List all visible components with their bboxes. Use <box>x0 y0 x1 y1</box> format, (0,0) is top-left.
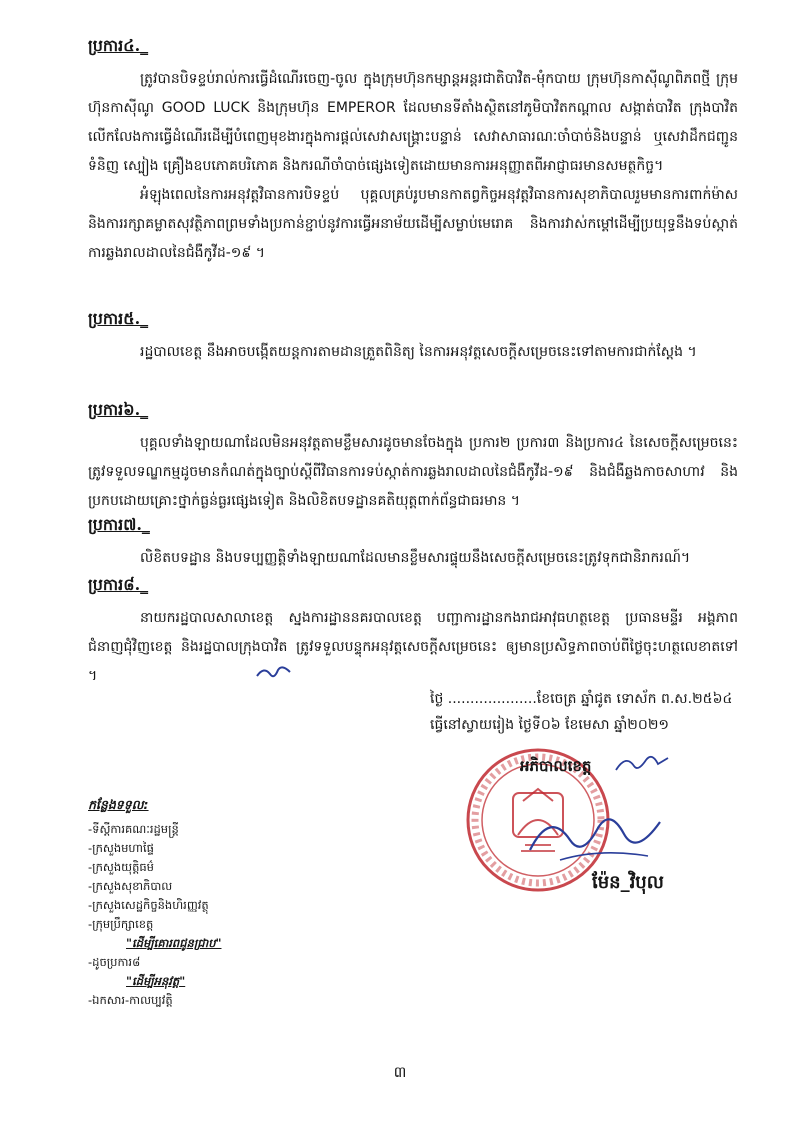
article-7 <box>88 514 738 573</box>
recipients-title: កន្លែងទទួល: <box>88 797 149 812</box>
recipient-item: -ក្រសួងសុខាភិបាល <box>88 879 173 893</box>
article-6-heading: ប្រការ៦._ <box>88 400 149 419</box>
article-7-paragraph-1: លិខិតបទដ្ឋាន និងបទប្បញ្ញត្តិទាំងឡាយណាដែលមានខ្លឹមសារផ្ទុយនឹងសេចក្ដីសម្រេចនេះត្រូវទុកជានិរាករណ៍។ <box>140 550 691 566</box>
recipient-item: -ក្រសួងសេដ្ឋកិច្ចនិងហិរញ្ញវត្ថុ <box>88 898 209 912</box>
article-7-heading: ប្រការ៧._ <box>88 515 150 534</box>
article-8-paragraph-1: នាយករដ្ឋបាលសាលាខេត្ត ស្នងការដ្ឋាននគរបាលខេត្ត បញ្ជាការដ្ឋានកងរាជអាវុធហត្ថខេត្ត ប្រធានមន្ទីរ អង្គភាពជំនាញជុំវិញខេត្ត និងរដ្ឋបាលក្រុងបាវិត ត្រូវទទួលបន្ទុកអនុវត្តសេចក្ដីសម្រេចនេះ ឲ្យមានប្រសិទ្ធភាពចាប់ពីថ្ងៃចុះហត្ថលេខាតទៅ ។ <box>88 610 738 684</box>
article-5-heading: ប្រការ៥._ <box>88 309 149 328</box>
article-8 <box>88 574 738 691</box>
article-8-heading: ប្រការ៨._ <box>88 575 149 594</box>
initial-mark-icon <box>254 662 294 684</box>
recipient-item: -ដូចប្រការ៨ <box>88 955 141 969</box>
recipient-note: "ដើម្បីគោរពជូនជ្រាប" <box>126 936 222 950</box>
date-block <box>430 686 790 738</box>
recipient-note: "ដើម្បីអនុវត្ត" <box>126 974 186 988</box>
governor-signature-icon <box>520 800 670 870</box>
article-4-paragraph-1: ត្រូវបានបិទខ្ទប់រាល់ការធ្វើដំណើរចេញ-ចូល ក្នុងក្រុមហ៊ុនកម្សាន្តអន្តរជាតិបាវិត-មុំកបាយ ក្រុមហ៊ុនកាស៊ីណូពិភពថ្មី ក្រុមហ៊ុនកាស៊ីណូ GOOD LUCK និងក្រុមហ៊ុន EMPEROR ដែលមានទីតាំងស្ថិតនៅភូមិបាវិតកណ្ដាល សង្កាត់បាវិត ក្រុងបាវិត លើកលែងការធ្វើដំណើរដើម្បីបំពេញមុខងារក្នុងការផ្ដល់សេវាសង្គ្រោះបន្ទាន់ សេវាសាធារណៈចាំបាច់និងបន្ទាន់ ឬសេវាដឹកជញ្ជូនទំនិញ ស្បៀង គ្រឿងឧបភោគបរិភោគ និងករណីចាំបាច់ផ្សេងទៀតដោយមានការអនុញ្ញាតពីអាជ្ញាធរមានសមត្ថកិច្ច។ <box>88 71 738 174</box>
article-6-paragraph-1: បុគ្គលទាំងឡាយណាដែលមិនអនុវត្តតាមខ្លឹមសារដូចមានចែងក្នុង ប្រការ២ ប្រការ៣ និងប្រការ៤ នៃសេចក្ដីសម្រេចនេះ ត្រូវទទួលទណ្ឌកម្មដូចមានកំណត់ក្នុងច្បាប់ស្ដីពីវិធានការទប់ស្កាត់ការឆ្លងរាលដាលនៃជំងឺកូវីដ-១៩ និងជំងឺឆ្លងកាចសាហាវ និងប្រកបដោយគ្រោះថ្នាក់ធ្ងន់ធ្ងរផ្សេងទៀត និងលិខិតបទដ្ឋានគតិយុត្តពាក់ព័ន្ធជាធរមាន ។ <box>88 435 738 509</box>
article-4-heading: ប្រការ៤._ <box>88 36 149 55</box>
article-4 <box>88 35 738 268</box>
recipient-item: -ក្រុមប្រឹក្សាខេត្ត <box>88 917 154 931</box>
place-date-line: ធ្វើនៅស្វាយរៀង ថ្ងៃទី០៦ ខែមេសា ឆ្នាំ២០២១ <box>430 717 670 733</box>
signature-flourish-icon <box>612 748 672 778</box>
recipient-item: -ក្រសួងមហាផ្ទៃ <box>88 841 154 855</box>
article-5 <box>88 308 738 367</box>
governor-title: អភិបាលខេត្ត <box>520 757 592 775</box>
recipients-list <box>88 797 318 1010</box>
recipient-item: -ឯកសារ-កាលប្បវត្តិ <box>88 993 173 1007</box>
article-4-paragraph-2: អំឡុងពេលនៃការអនុវត្តវិធានការបិទខ្ទប់ បុគ្គលគ្រប់រូបមានកាតព្វកិច្ចអនុវត្តវិធានការសុខាភិបាលរួមមានការពាក់ម៉ាស និងការរក្សាគម្លាតសុវត្ថិភាពព្រមទាំងប្រកាន់ខ្ជាប់នូវការធ្វើអនាម័យដើម្បីសម្លាប់មេរោគ និងការវាស់កម្ដៅដើម្បីប្រយុទ្ធនឹងទប់ស្កាត់ការឆ្លងរាលដាលនៃជំងឺកូវីដ-១៩ ។ <box>88 187 738 261</box>
page-number: ៣ <box>393 1063 407 1081</box>
article-5-paragraph-1: រដ្ឋបាលខេត្ត នឹងអាចបង្កើតយន្តការតាមដានត្រួតពិនិត្យ នៃការអនុវត្តសេចក្ដីសម្រេចនេះទៅតាមការជាក់ស្ដែង ។ <box>140 344 697 360</box>
recipient-item: -ទីស្ដីការគណៈរដ្ឋមន្ត្រី <box>88 822 179 836</box>
governor-name: ម៉ែន_វិបុល <box>592 872 664 893</box>
lunar-date-line: ថ្ងៃ ....................ខែចេត្រ ឆ្នាំជូត ទោស័ក ព.ស.២៥៦៤ <box>430 691 733 707</box>
recipient-item: -ក្រសួងយុត្តិធម៌ <box>88 860 154 874</box>
article-6 <box>88 399 738 516</box>
